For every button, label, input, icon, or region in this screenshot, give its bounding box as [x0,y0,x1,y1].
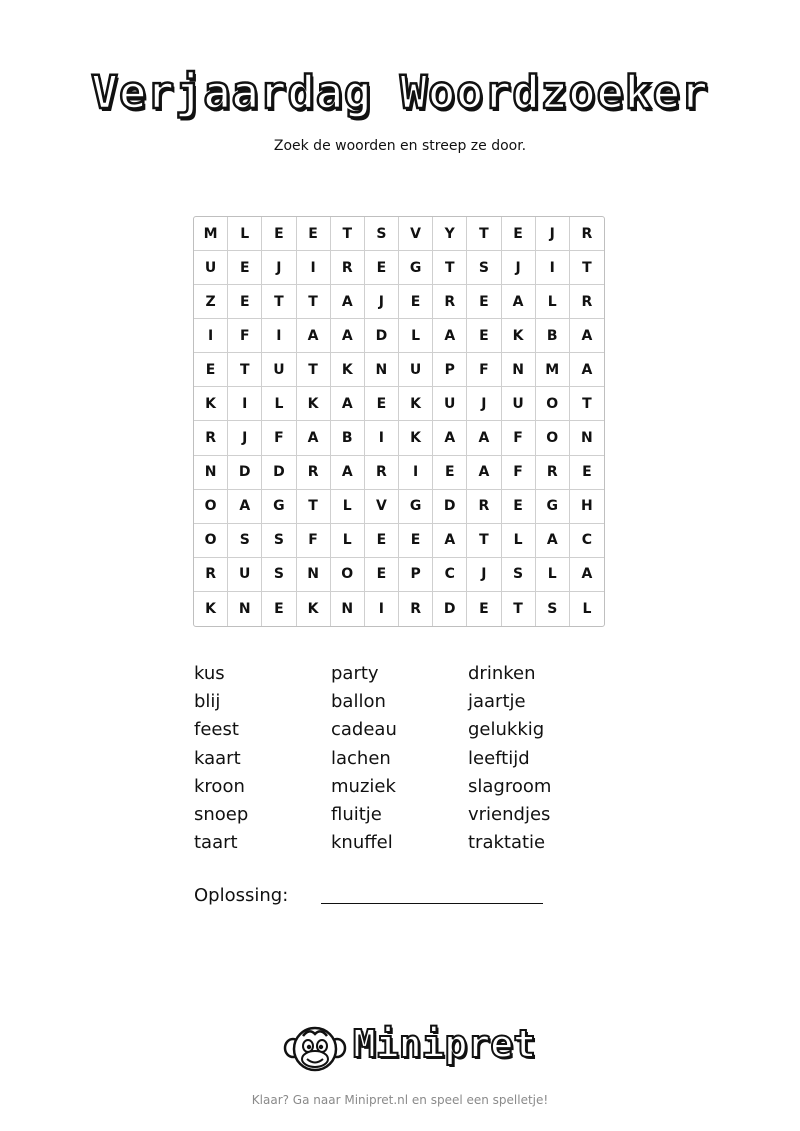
grid-cell: S [262,524,296,558]
grid-cell: A [297,319,331,353]
monkey-face-icon [283,1024,347,1074]
grid-cell: E [570,456,604,490]
grid-cell: R [536,456,570,490]
grid-cell: E [297,217,331,251]
grid-cell: N [502,353,536,387]
grid-cell: R [365,456,399,490]
grid-cell: A [536,524,570,558]
grid-cell: N [297,558,331,592]
grid-cell: P [399,558,433,592]
minipret-logo [283,1020,537,1074]
word-list-item: party [331,663,379,684]
grid-cell: O [536,421,570,455]
word-list-item: lachen [331,747,391,769]
grid-cell: A [433,524,467,558]
grid-cell: J [262,251,296,285]
grid-cell: Y [433,217,467,251]
word-list-item: snoep [194,804,249,826]
grid-cell: K [194,387,228,421]
grid-cell: L [399,319,433,353]
word-list-item: ballon [331,691,386,713]
solution-label: Oplossing: [194,885,289,906]
grid-cell: E [502,490,536,524]
grid-cell: F [502,456,536,490]
grid-cell: I [297,251,331,285]
grid-cell: J [536,217,570,251]
grid-cell: V [399,217,433,251]
grid-cell: S [228,524,262,558]
grid-cell: U [433,387,467,421]
grid-cell: N [570,421,604,455]
grid-cell: K [331,353,365,387]
grid-cell: B [331,421,365,455]
word-list-item: kaart [194,747,241,769]
grid-cell: I [399,456,433,490]
word-list-item: gelukkig [468,719,545,741]
word-list-item: muziek [331,775,396,797]
grid-cell: N [331,592,365,626]
grid-cell: L [536,558,570,592]
grid-cell: O [331,558,365,592]
grid-cell: G [262,490,296,524]
grid-cell: N [228,592,262,626]
word-list-item: vriendjes [468,804,551,826]
grid-cell: E [228,285,262,319]
grid-cell: J [502,251,536,285]
grid-cell: E [194,353,228,387]
word-list-item: traktatie [468,832,546,854]
grid-cell: A [570,353,604,387]
grid-cell: S [262,558,296,592]
grid-cell: F [502,421,536,455]
grid-cell: R [570,285,604,319]
grid-cell: O [194,524,228,558]
grid-cell: T [467,524,501,558]
footer-text: Klaar? Ga naar Minipret.nl en speel een spelletje! [251,1093,549,1107]
grid-cell: I [194,319,228,353]
solution-answer-line [321,903,543,904]
grid-cell: Z [194,285,228,319]
grid-cell: U [262,353,296,387]
grid-cell: A [467,421,501,455]
grid-cell: D [228,456,262,490]
grid-cell: I [536,251,570,285]
grid-cell: D [433,592,467,626]
grid-cell: F [228,319,262,353]
grid-cell: E [262,217,296,251]
grid-cell: U [228,558,262,592]
word-search-grid [193,216,605,627]
grid-cell: A [570,558,604,592]
grid-cell: F [297,524,331,558]
grid-cell: T [570,251,604,285]
grid-cell: T [297,285,331,319]
grid-cell: V [365,490,399,524]
grid-cell: R [399,592,433,626]
grid-cell: T [331,217,365,251]
grid-cell: A [331,319,365,353]
grid-cell: E [467,319,501,353]
grid-cell: F [467,353,501,387]
grid-cell: R [194,558,228,592]
grid-cell: A [502,285,536,319]
grid-cell: A [467,456,501,490]
grid-cell: G [399,490,433,524]
grid-cell: E [467,592,501,626]
grid-cell: H [570,490,604,524]
grid-cell: O [194,490,228,524]
grid-cell: T [570,387,604,421]
grid-cell: R [297,456,331,490]
grid-cell: E [365,387,399,421]
grid-cell: N [194,456,228,490]
word-list-item: blij [194,691,221,713]
grid-cell: R [570,217,604,251]
grid-cell: A [433,319,467,353]
word-list-item: knuffel [331,832,393,854]
grid-cell: A [331,387,365,421]
grid-cell: C [570,524,604,558]
grid-cell: S [536,592,570,626]
grid-cell: T [297,490,331,524]
grid-cell: I [228,387,262,421]
grid-cell: E [399,524,433,558]
grid-cell: L [502,524,536,558]
grid-cell: T [433,251,467,285]
grid-cell: A [331,285,365,319]
word-list-item: taart [194,832,238,854]
grid-cell: D [365,319,399,353]
grid-cell: U [399,353,433,387]
grid-cell: L [536,285,570,319]
grid-cell: A [433,421,467,455]
grid-cell: T [262,285,296,319]
grid-cell: K [502,319,536,353]
grid-cell: R [433,285,467,319]
grid-cell: I [365,421,399,455]
grid-cell: E [502,217,536,251]
grid-cell: R [331,251,365,285]
logo-text: Minipret [353,1022,537,1066]
grid-cell: E [433,456,467,490]
grid-cell: D [262,456,296,490]
grid-cell: B [536,319,570,353]
grid-cell: T [297,353,331,387]
grid-cell: C [433,558,467,592]
grid-cell: L [582,600,592,617]
grid-cell: K [194,592,228,626]
word-list-item: feest [194,719,239,741]
grid-cell: A [570,319,604,353]
grid-cell: R [194,421,228,455]
grid-cell: E [365,524,399,558]
grid-cell: A [297,421,331,455]
word-list-item: kroon [194,775,245,797]
grid-cell: U [502,387,536,421]
grid-cell: A [228,490,262,524]
grid-cell: O [536,387,570,421]
grid-cell: E [365,558,399,592]
grid-cell: M [536,353,570,387]
grid-cell: M [194,217,228,251]
grid-cell: L [228,217,262,251]
page-title: Verjaardag Woordzoeker [90,66,710,119]
grid-cell: L [331,524,365,558]
grid-cell: D [433,490,467,524]
grid-cell: E [228,251,262,285]
grid-cell: S [467,251,501,285]
grid-cell: S [502,558,536,592]
grid-cell: K [399,387,433,421]
grid-cell: I [262,319,296,353]
grid-cell: E [365,251,399,285]
word-list-item: jaartje [468,691,526,713]
word-list-item: fluitje [331,804,382,826]
grid-cell: J [467,558,501,592]
grid-cell: T [228,353,262,387]
grid-cell: L [331,490,365,524]
grid-cell: N [365,353,399,387]
word-list-item: kus [194,663,225,684]
grid-cell: E [399,285,433,319]
grid-cell: K [297,387,331,421]
grid-cell: K [399,421,433,455]
instructions: Zoek de woorden en streep ze door. [273,138,527,154]
grid-cell: U [194,251,228,285]
grid-cell: J [228,421,262,455]
word-list-item: slagroom [468,775,552,797]
grid-cell: E [467,285,501,319]
grid-cell: J [365,285,399,319]
grid-cell: I [365,592,399,626]
grid-cell: E [262,592,296,626]
word-list-item: cadeau [331,719,397,741]
grid-cell: F [262,421,296,455]
grid-cell: S [365,217,399,251]
grid-cell: R [467,490,501,524]
word-list [194,660,614,857]
grid-cell: T [502,592,536,626]
grid-cell: T [467,217,501,251]
grid-cell: K [297,592,331,626]
word-list-item: drinken [468,663,536,684]
grid-cell: G [536,490,570,524]
grid-cell: P [433,353,467,387]
grid-cell: L [262,387,296,421]
word-list-item: leeftijd [468,747,530,769]
grid-cell: J [467,387,501,421]
grid-cell: G [399,251,433,285]
grid-cell: A [331,456,365,490]
